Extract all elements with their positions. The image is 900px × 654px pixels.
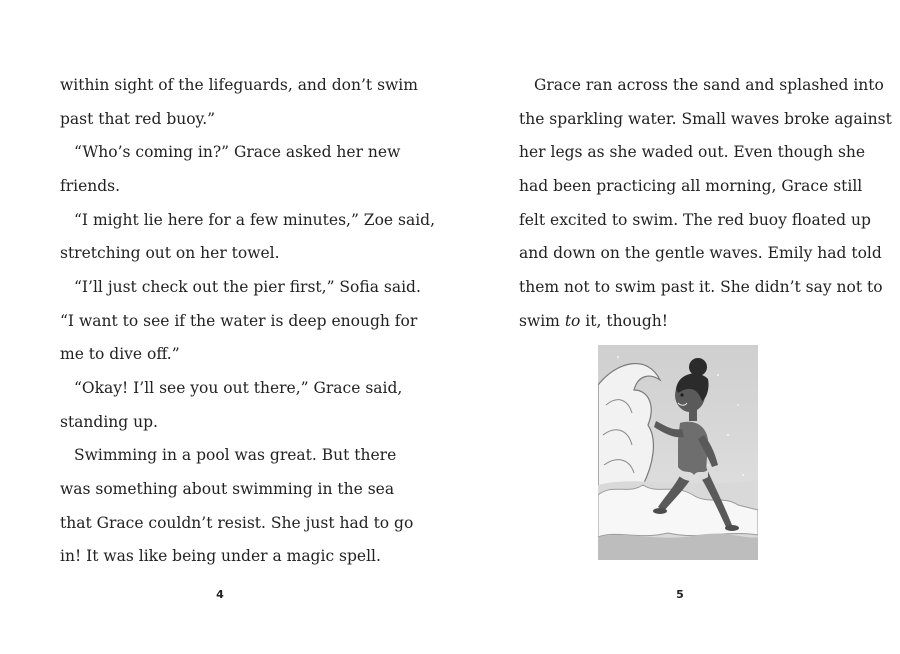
- hair-bun: [689, 358, 707, 376]
- wet-sand: [598, 534, 758, 560]
- text-line: in! It was like being under a magic spell.: [60, 547, 381, 565]
- text-line: “I want to see if the water is deep enough for: [60, 312, 418, 330]
- text-line: had been practicing all morning, Grace still: [519, 177, 863, 195]
- emphasis-text: to: [564, 312, 581, 330]
- text-line: “I’ll just check out the pier first,” Sofia said.: [74, 278, 421, 296]
- text-fragment: it, though!: [580, 312, 669, 330]
- text-line: felt excited to swim. The red buoy floated up: [519, 211, 871, 229]
- text-fragment: swim: [519, 312, 565, 330]
- beach-illustration: [598, 345, 758, 560]
- text-line: that Grace couldn’t resist. She just had to go: [60, 514, 414, 532]
- text-line: Grace ran across the sand and splashed into: [534, 76, 884, 94]
- text-line: and down on the gentle waves. Emily had told: [519, 244, 882, 262]
- text-line: “Who’s coming in?” Grace asked her new: [74, 143, 401, 161]
- page-number: 5: [676, 588, 684, 601]
- text-line: standing up.: [60, 413, 158, 431]
- text-line: her legs as she waded out. Even though she: [519, 143, 866, 161]
- text-line: past that red buoy.”: [60, 110, 216, 128]
- text-line: “Okay! I’ll see you out there,” Grace said,: [74, 379, 403, 397]
- text-line: Swimming in a pool was great. But there: [74, 446, 397, 464]
- text-line: the sparkling water. Small waves broke against: [519, 110, 892, 128]
- text-line: [519, 304, 668, 338]
- text-line: was something about swimming in the sea: [60, 480, 395, 498]
- page-number: 4: [216, 588, 224, 601]
- text-line: stretching out on her towel.: [60, 244, 280, 262]
- text-line: me to dive off.”: [60, 345, 180, 363]
- text-line: friends.: [60, 177, 121, 195]
- text-line: them not to swim past it. She didn’t say not to: [519, 278, 883, 296]
- text-line: within sight of the lifeguards, and don’t swim: [60, 76, 418, 94]
- text-line: “I might lie here for a few minutes,” Zoe said,: [74, 211, 436, 229]
